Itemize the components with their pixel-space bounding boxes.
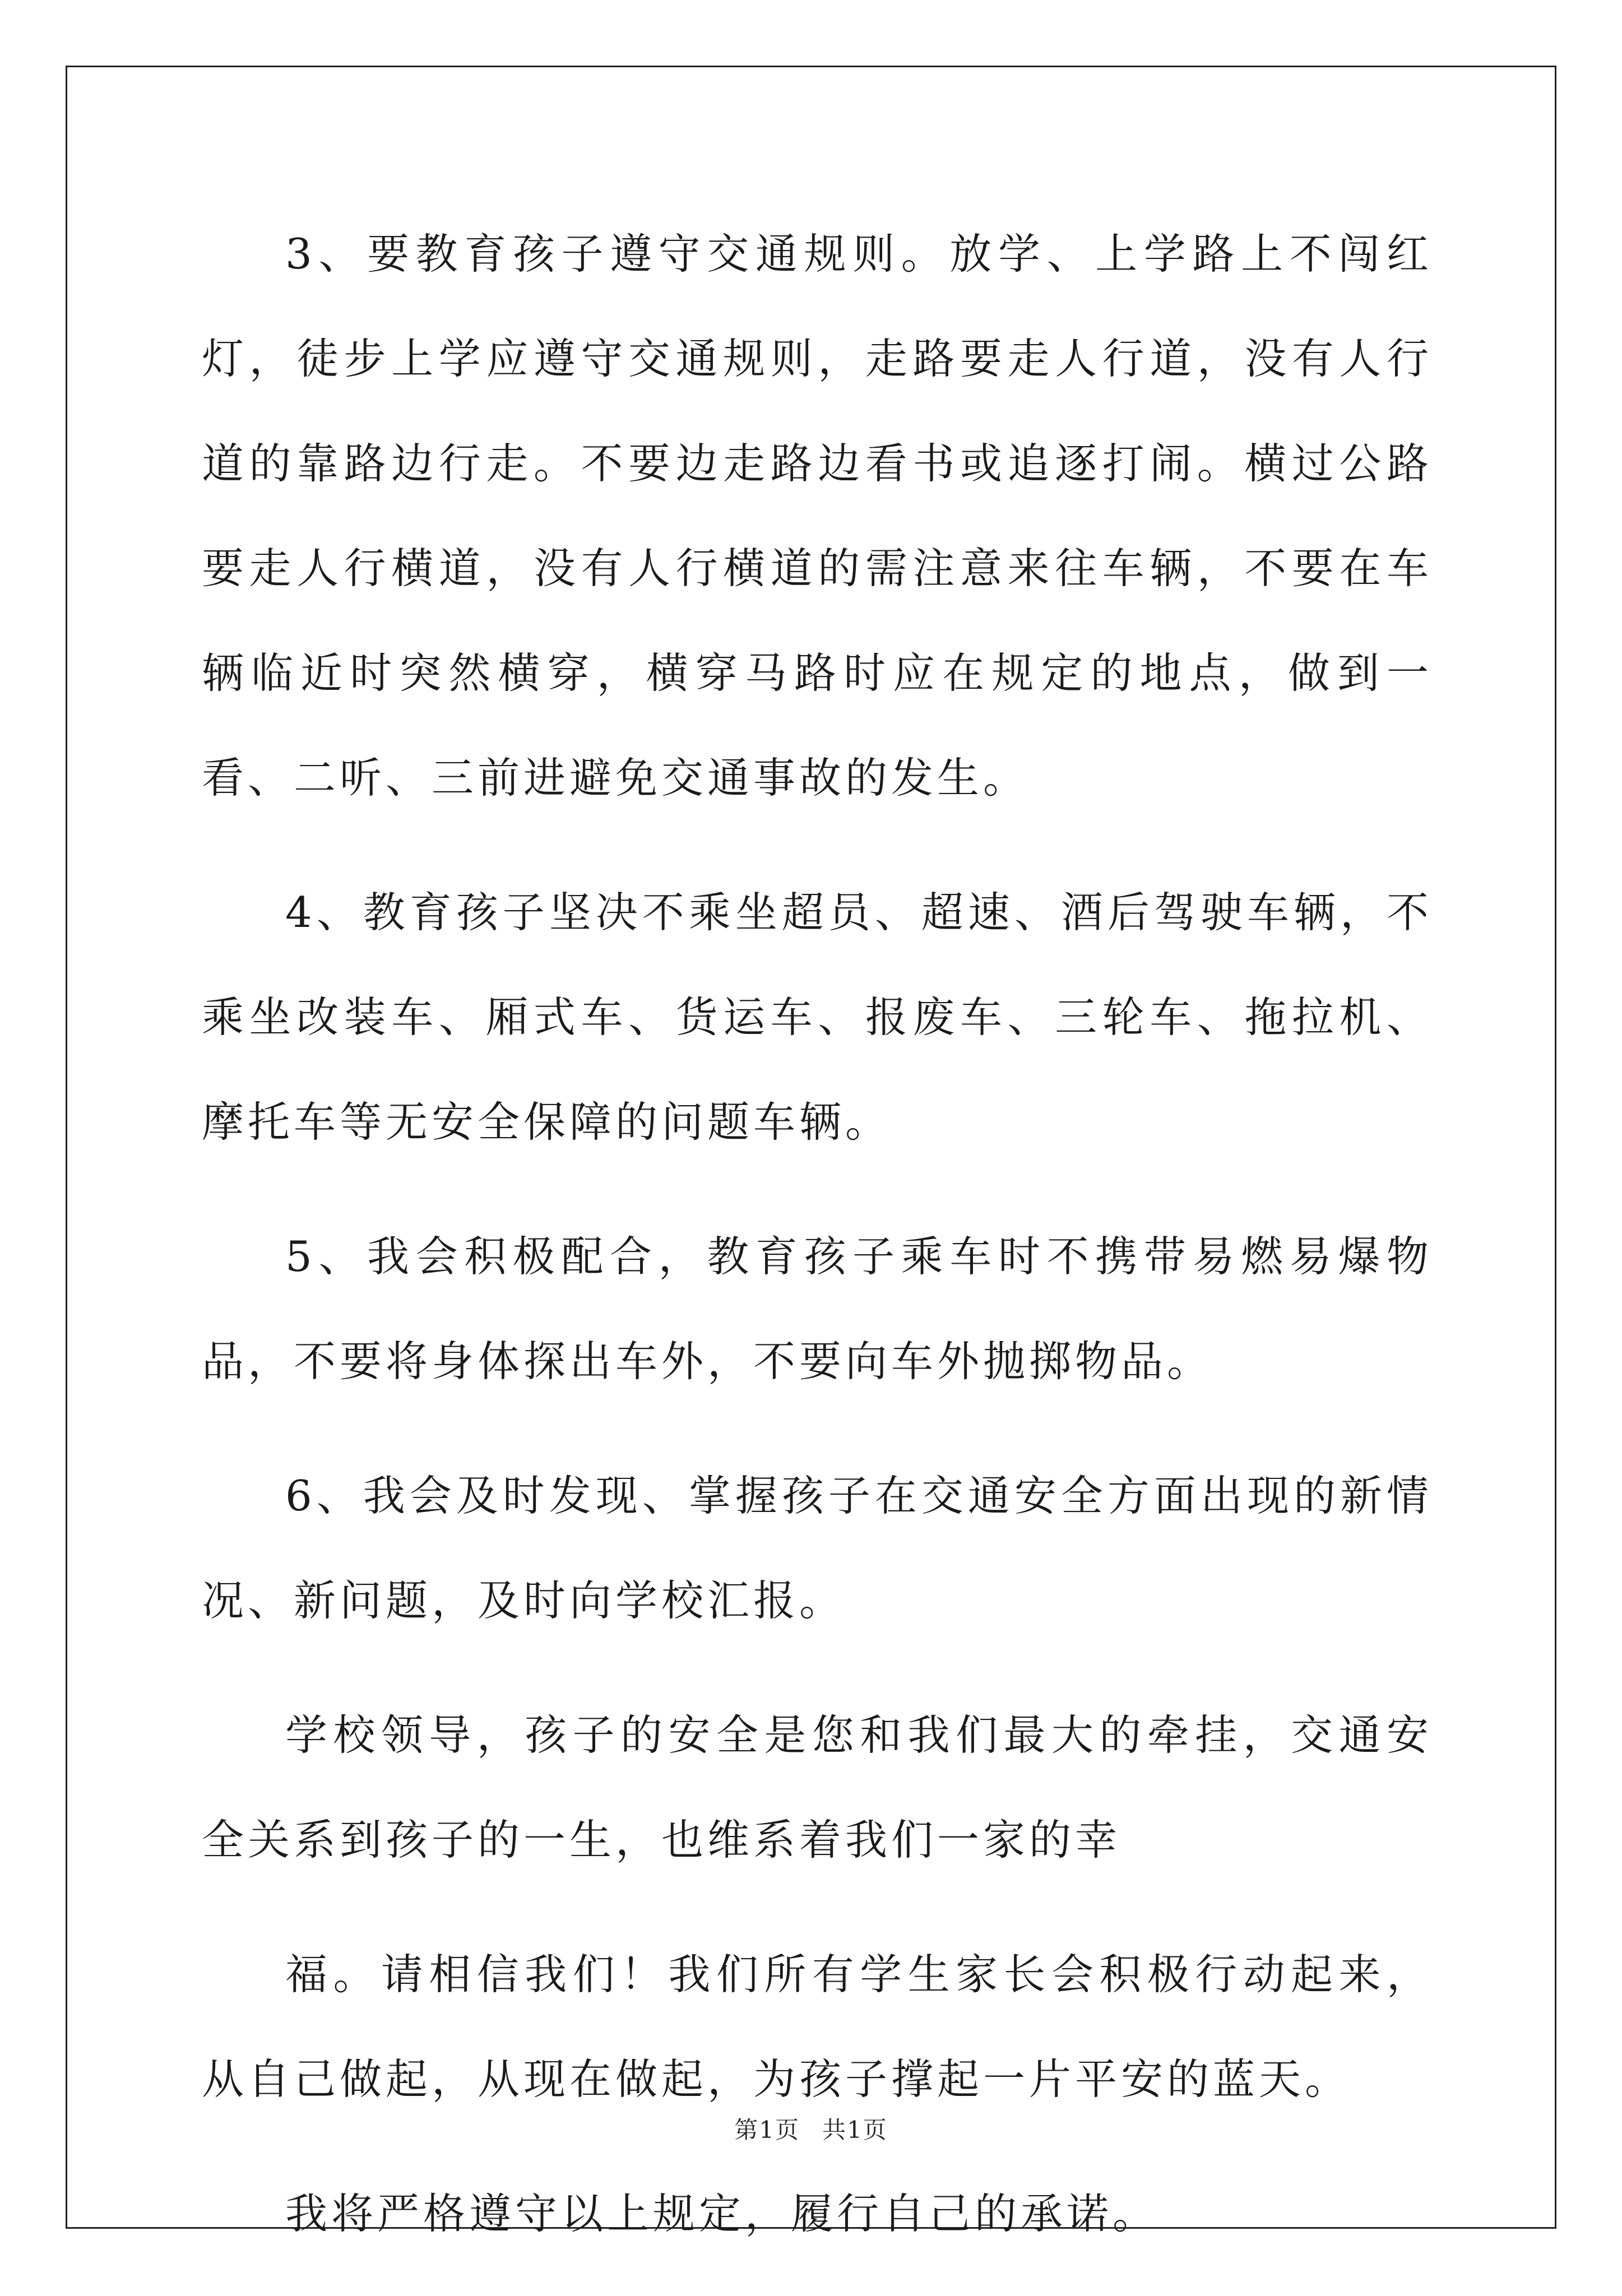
paragraph-closing: 学校领导，孩子的安全是您和我们最大的牵挂，交通安全关系到孩子的一生，也维系着我们一家的幸 <box>202 1710 1433 1864</box>
page-number: 第1页 <box>734 2116 800 2144</box>
paragraph-item-4: 4、教育孩子坚决不乘坐超员、超速、酒后驾驶车辆，不乘坐改装车、厢式车、货运车、报废车、三轮车、拖拉机、摩托车等无安全保障的问题车辆。 <box>202 888 1433 1147</box>
paragraph-pledge: 我将严格遵守以上规定，履行自己的承诺。 <box>285 2189 1159 2238</box>
paragraph-item-5: 5、我会积极配合，教育孩子乘车时不携带易燃易爆物品，不要将身体探出车外，不要向车外抛掷物品。 <box>202 1232 1433 1386</box>
paragraph-item-3: 3、要教育孩子遵守交通规则。放学、上学路上不闯红灯，徒步上学应遵守交通规则，走路要走人行道，没有人行道的靠路边行走。不要边走路边看书或追逐打闹。横过公路要走人行横道，没有人行横道的需注意来往车辆，不要在车辆临近时突然横穿，横穿马路时应在规定的地点，做到一看、二听、三前进避免交通事故的发生。 <box>202 229 1433 803</box>
page-total: 共1页 <box>822 2116 888 2144</box>
paragraph-item-6: 6、我会及时发现、掌握孩子在交通安全方面出现的新情况、新问题，及时向学校汇报。 <box>202 1471 1433 1625</box>
page-footer <box>0 2112 1622 2145</box>
paragraph-commitment: 福。请相信我们！我们所有学生家长会积极行动起来，从自己做起，从现在做起，为孩子撑起一片平安的蓝天。 <box>202 1950 1433 2104</box>
document-body <box>202 202 1433 2296</box>
